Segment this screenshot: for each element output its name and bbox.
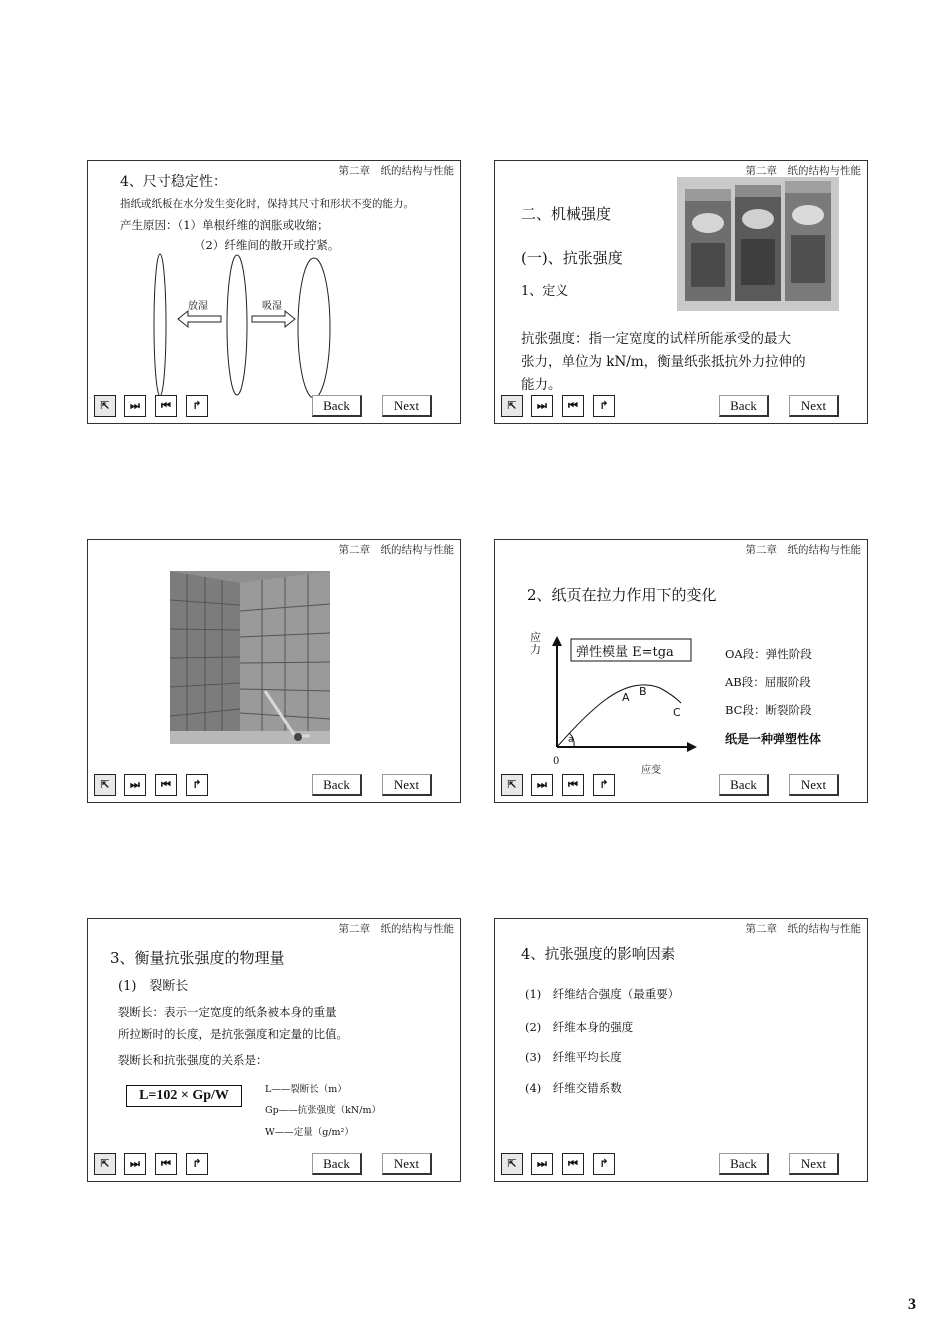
point-b-label: B	[639, 685, 647, 698]
last-slide-icon[interactable]: ⏭	[124, 395, 146, 417]
point-c-label: C	[673, 706, 681, 719]
cause-line-1: 产生原因：（1）单根纤维的润胀或收缩；	[120, 218, 329, 232]
next-button[interactable]: Next	[789, 1153, 839, 1175]
origin-label: 0	[553, 756, 560, 767]
stress-strain-curve	[557, 685, 681, 747]
first-slide-icon[interactable]: ⏮	[562, 774, 584, 796]
left-arrow-label: 放湿	[188, 301, 208, 312]
back-button[interactable]: Back	[312, 774, 362, 796]
chapter-header: 第二章 纸的结构与性能	[338, 165, 454, 177]
next-button[interactable]: Next	[382, 395, 432, 417]
slide-warehouse-photo	[87, 539, 461, 803]
right-arrow	[252, 311, 295, 327]
formula-box: L=102 × Gp/W	[126, 1085, 242, 1107]
angle-label: a	[568, 735, 574, 745]
exit-icon[interactable]: ⇱	[94, 774, 116, 796]
last-slide-icon[interactable]: ⏭	[124, 1153, 146, 1175]
factor-4: (4) 纤维交错系数	[525, 1081, 622, 1095]
first-slide-icon[interactable]: ⏮	[155, 774, 177, 796]
fiber-diagram	[88, 161, 461, 424]
last-slide-icon[interactable]: ⏭	[531, 1153, 553, 1175]
return-icon[interactable]: ↱	[593, 1153, 615, 1175]
subheading: (1) 裂断长	[118, 979, 189, 994]
bc-stage: BC段：断裂阶段	[725, 703, 812, 717]
next-button[interactable]: Next	[789, 774, 839, 796]
factor-2: (2) 纤维本身的强度	[525, 1020, 634, 1034]
last-slide-icon[interactable]: ⏭	[531, 395, 553, 417]
return-icon[interactable]: ↱	[186, 395, 208, 417]
definition-line-2: 张力，单位为 kN/m，衡量纸张抵抗外力拉伸的	[521, 354, 806, 370]
return-icon[interactable]: ↱	[186, 1153, 208, 1175]
fiber-medium	[227, 255, 247, 395]
conclusion-text: 纸是一种弹塑性体	[725, 732, 822, 746]
body-line-3: 裂断长和抗张强度的关系是：	[118, 1053, 268, 1067]
first-slide-icon[interactable]: ⏮	[562, 395, 584, 417]
w-definition: W——定量（g/m²）	[265, 1127, 354, 1138]
x-axis-label: 应变	[641, 765, 661, 776]
modulus-label: 弹性模量 E=tga	[576, 645, 674, 660]
warehouse-photo	[170, 571, 330, 744]
slide-stress-strain	[494, 539, 868, 803]
last-slide-icon[interactable]: ⏭	[124, 774, 146, 796]
definition-line-1: 抗张强度：指一定宽度的试样所能承受的最大	[521, 331, 791, 347]
l-definition: L——裂断长（m）	[265, 1084, 347, 1095]
slide-influencing-factors	[494, 918, 868, 1182]
exit-icon[interactable]: ⇱	[501, 774, 523, 796]
slide-breaking-length	[87, 918, 461, 1182]
ab-stage: AB段：屈服阶段	[725, 675, 811, 689]
slide-title: 4、尺寸稳定性：	[120, 174, 227, 190]
return-icon[interactable]: ↱	[593, 395, 615, 417]
back-button[interactable]: Back	[312, 1153, 362, 1175]
slide-title: 2、纸页在拉力作用下的变化	[527, 586, 717, 604]
return-icon[interactable]: ↱	[186, 774, 208, 796]
right-arrow-label: 吸湿	[262, 301, 282, 312]
next-button[interactable]: Next	[789, 395, 839, 417]
factor-1: (1) 纤维结合强度（最重要）	[525, 987, 680, 1001]
point-a-label: A	[622, 691, 630, 704]
fiber-narrow	[154, 254, 166, 396]
factor-3: (3) 纤维平均长度	[525, 1050, 622, 1064]
back-button[interactable]: Back	[719, 1153, 769, 1175]
chapter-header: 第二章 纸的结构与性能	[745, 923, 861, 935]
paper-bags-photo	[677, 177, 839, 311]
slide-title: 4、抗张强度的影响因素	[521, 947, 676, 963]
definition-text: 指纸或纸板在水分发生变化时，保持其尺寸和形状不变的能力。	[120, 198, 414, 210]
heading-tensile-strength: (一)、抗张强度	[521, 249, 623, 267]
return-icon[interactable]: ↱	[593, 774, 615, 796]
exit-icon[interactable]: ⇱	[94, 395, 116, 417]
y-axis-label: 应力	[530, 631, 541, 656]
body-line-1: 裂断长：表示一定宽度的纸条被本身的重量	[118, 1005, 337, 1019]
chapter-header: 第二章 纸的结构与性能	[338, 923, 454, 935]
heading-mechanical-strength: 二、机械强度	[521, 205, 612, 223]
back-button[interactable]: Back	[719, 395, 769, 417]
cause-line-2: （2）纤维间的散开或拧紧。	[194, 238, 340, 252]
back-button[interactable]: Back	[312, 395, 362, 417]
chapter-header: 第二章 纸的结构与性能	[745, 165, 861, 177]
first-slide-icon[interactable]: ⏮	[155, 395, 177, 417]
heading-definition: 1、定义	[521, 284, 569, 299]
left-arrow	[178, 311, 221, 327]
slide-dimensional-stability	[87, 160, 461, 424]
next-button[interactable]: Next	[382, 1153, 432, 1175]
gp-definition: Gp——抗张强度（kN/m）	[265, 1105, 381, 1116]
oa-stage: OA段：弹性阶段	[725, 647, 812, 661]
slide-title: 3、衡量抗张强度的物理量	[110, 949, 285, 967]
first-slide-icon[interactable]: ⏮	[562, 1153, 584, 1175]
last-slide-icon[interactable]: ⏭	[531, 774, 553, 796]
chapter-header: 第二章 纸的结构与性能	[745, 544, 861, 556]
next-button[interactable]: Next	[382, 774, 432, 796]
exit-icon[interactable]: ⇱	[501, 1153, 523, 1175]
first-slide-icon[interactable]: ⏮	[155, 1153, 177, 1175]
definition-line-3: 能力。	[521, 377, 562, 393]
chapter-header: 第二章 纸的结构与性能	[338, 544, 454, 556]
exit-icon[interactable]: ⇱	[94, 1153, 116, 1175]
body-line-2: 所拉断时的长度，是抗张强度和定量的比值。	[118, 1027, 348, 1041]
stress-strain-chart	[495, 540, 868, 803]
back-button[interactable]: Back	[719, 774, 769, 796]
fiber-wide	[298, 258, 330, 398]
exit-icon[interactable]: ⇱	[501, 395, 523, 417]
page-number: 3	[908, 1296, 916, 1313]
slide-mechanical-strength	[494, 160, 868, 424]
